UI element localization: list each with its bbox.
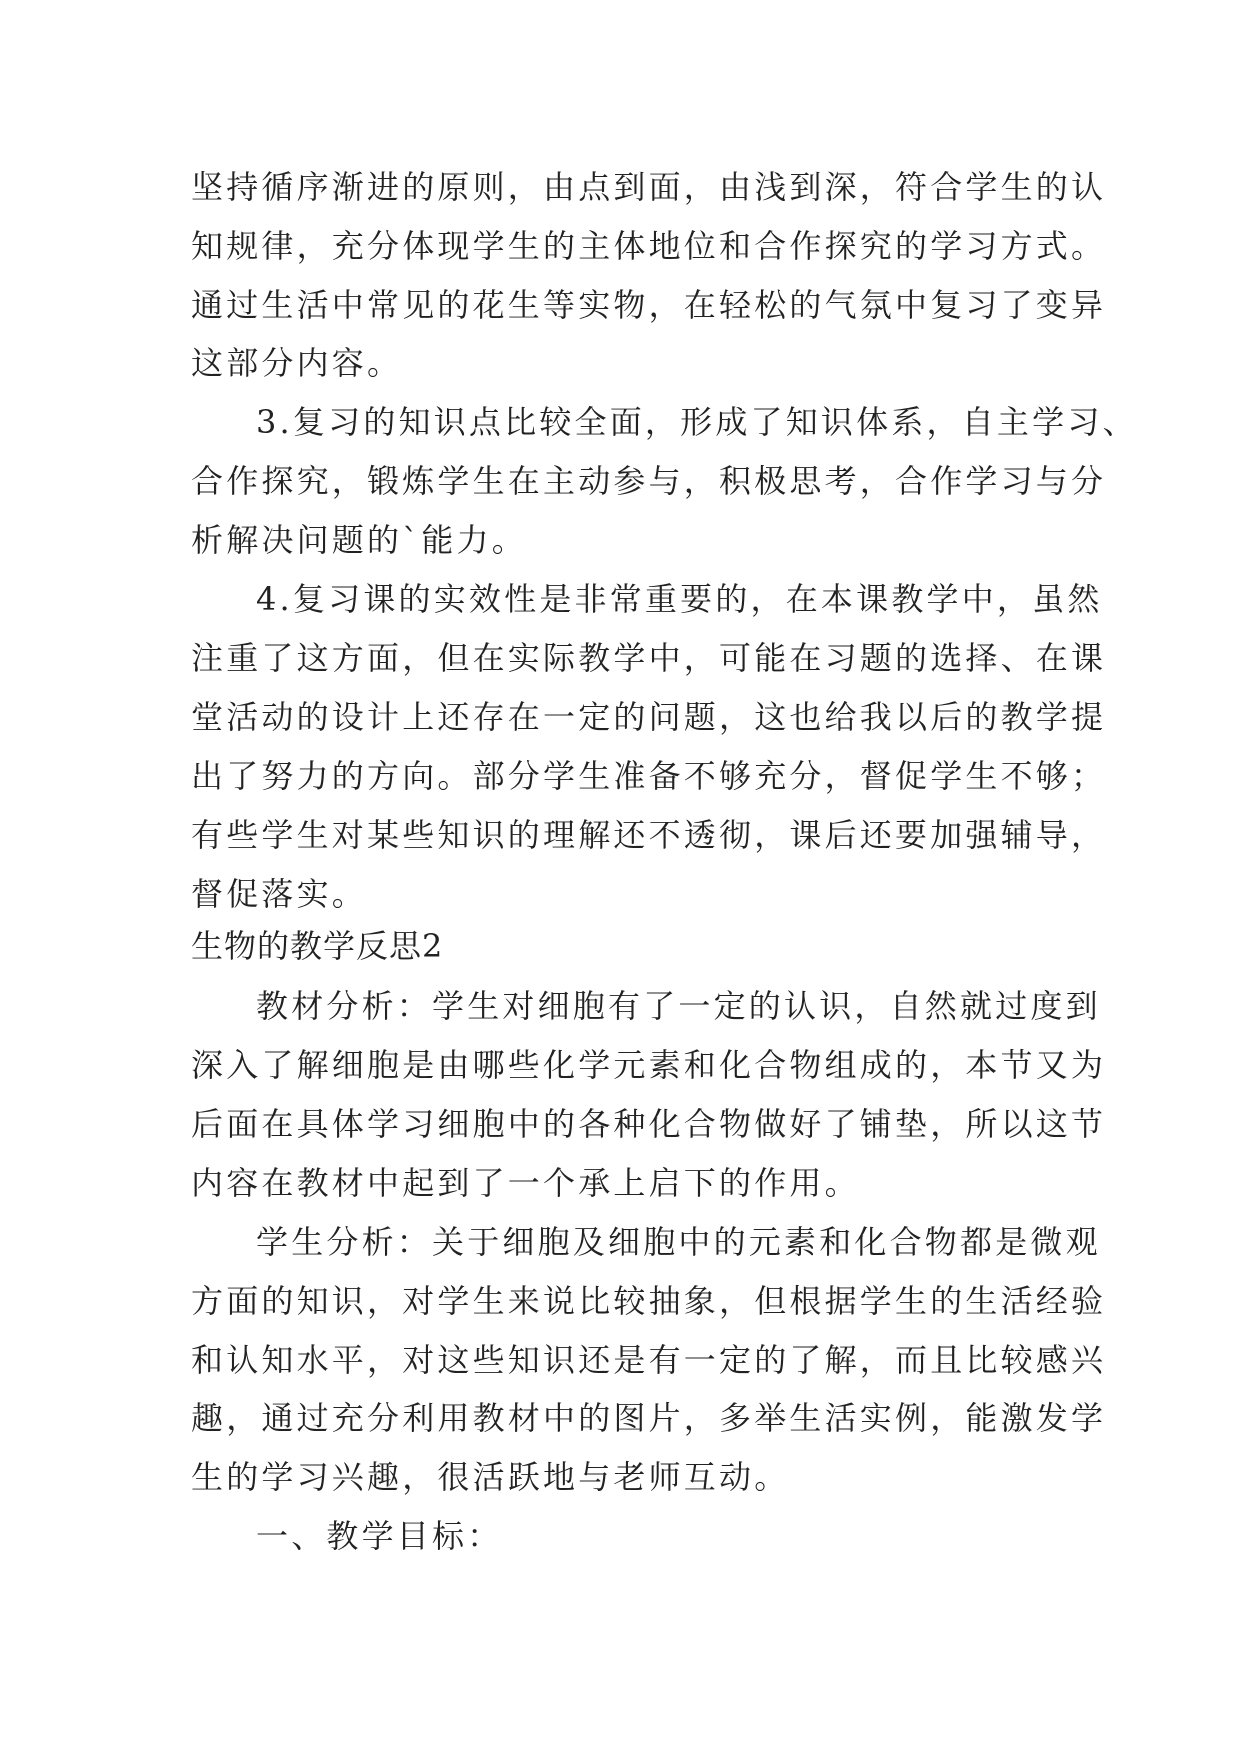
section-title: 生物的教学反思2	[191, 927, 444, 965]
text-line: 知规律，充分体现学生的主体地位和合作探究的学习方式。	[191, 227, 1107, 265]
text-line: 一、教学目标：	[256, 1517, 503, 1555]
text-line: 方面的知识，对学生来说比较抽象，但根据学生的生活经验	[191, 1282, 1107, 1320]
text-line: 深入了解细胞是由哪些化学元素和化合物组成的，本节又为	[191, 1046, 1107, 1084]
text-line: 4.复习课的实效性是非常重要的，在本课教学中，虽然	[256, 580, 1103, 618]
text-line: 坚持循序渐进的原则，由点到面，由浅到深，符合学生的认	[191, 168, 1107, 206]
text-line: 注重了这方面，但在实际教学中，可能在习题的选择、在课	[191, 639, 1107, 677]
text-line: 有些学生对某些知识的理解还不透彻，课后还要加强辅导，	[191, 816, 1107, 854]
text-line: 合作探究，锻炼学生在主动参与，积极思考，合作学习与分	[191, 462, 1107, 500]
text-line: 这部分内容。	[191, 344, 403, 382]
text-line: 内容在教材中起到了一个承上启下的作用。	[191, 1164, 860, 1202]
text-line: 督促落实。	[191, 875, 368, 913]
text-line: 生的学习兴趣，很活跃地与老师互动。	[191, 1458, 790, 1496]
text-line: 学生分析：关于细胞及细胞中的元素和化合物都是微观	[256, 1223, 1101, 1261]
text-line: 通过生活中常见的花生等实物，在轻松的气氛中复习了变异	[191, 286, 1107, 324]
text-line: 趣，通过充分利用教材中的图片，多举生活实例，能激发学	[191, 1399, 1107, 1437]
text-line: 教材分析：学生对细胞有了一定的认识，自然就过度到	[256, 987, 1101, 1025]
text-line: 析解决问题的`能力。	[191, 521, 528, 559]
text-line: 3.复习的知识点比较全面，形成了知识体系，自主学习、	[256, 403, 1138, 441]
text-line: 后面在具体学习细胞中的各种化合物做好了铺垫，所以这节	[191, 1105, 1107, 1143]
text-line: 和认知水平，对这些知识还是有一定的了解，而且比较感兴	[191, 1341, 1107, 1379]
text-line: 堂活动的设计上还存在一定的问题，这也给我以后的教学提	[191, 698, 1107, 736]
text-line: 出了努力的方向。部分学生准备不够充分，督促学生不够；	[191, 757, 1107, 795]
